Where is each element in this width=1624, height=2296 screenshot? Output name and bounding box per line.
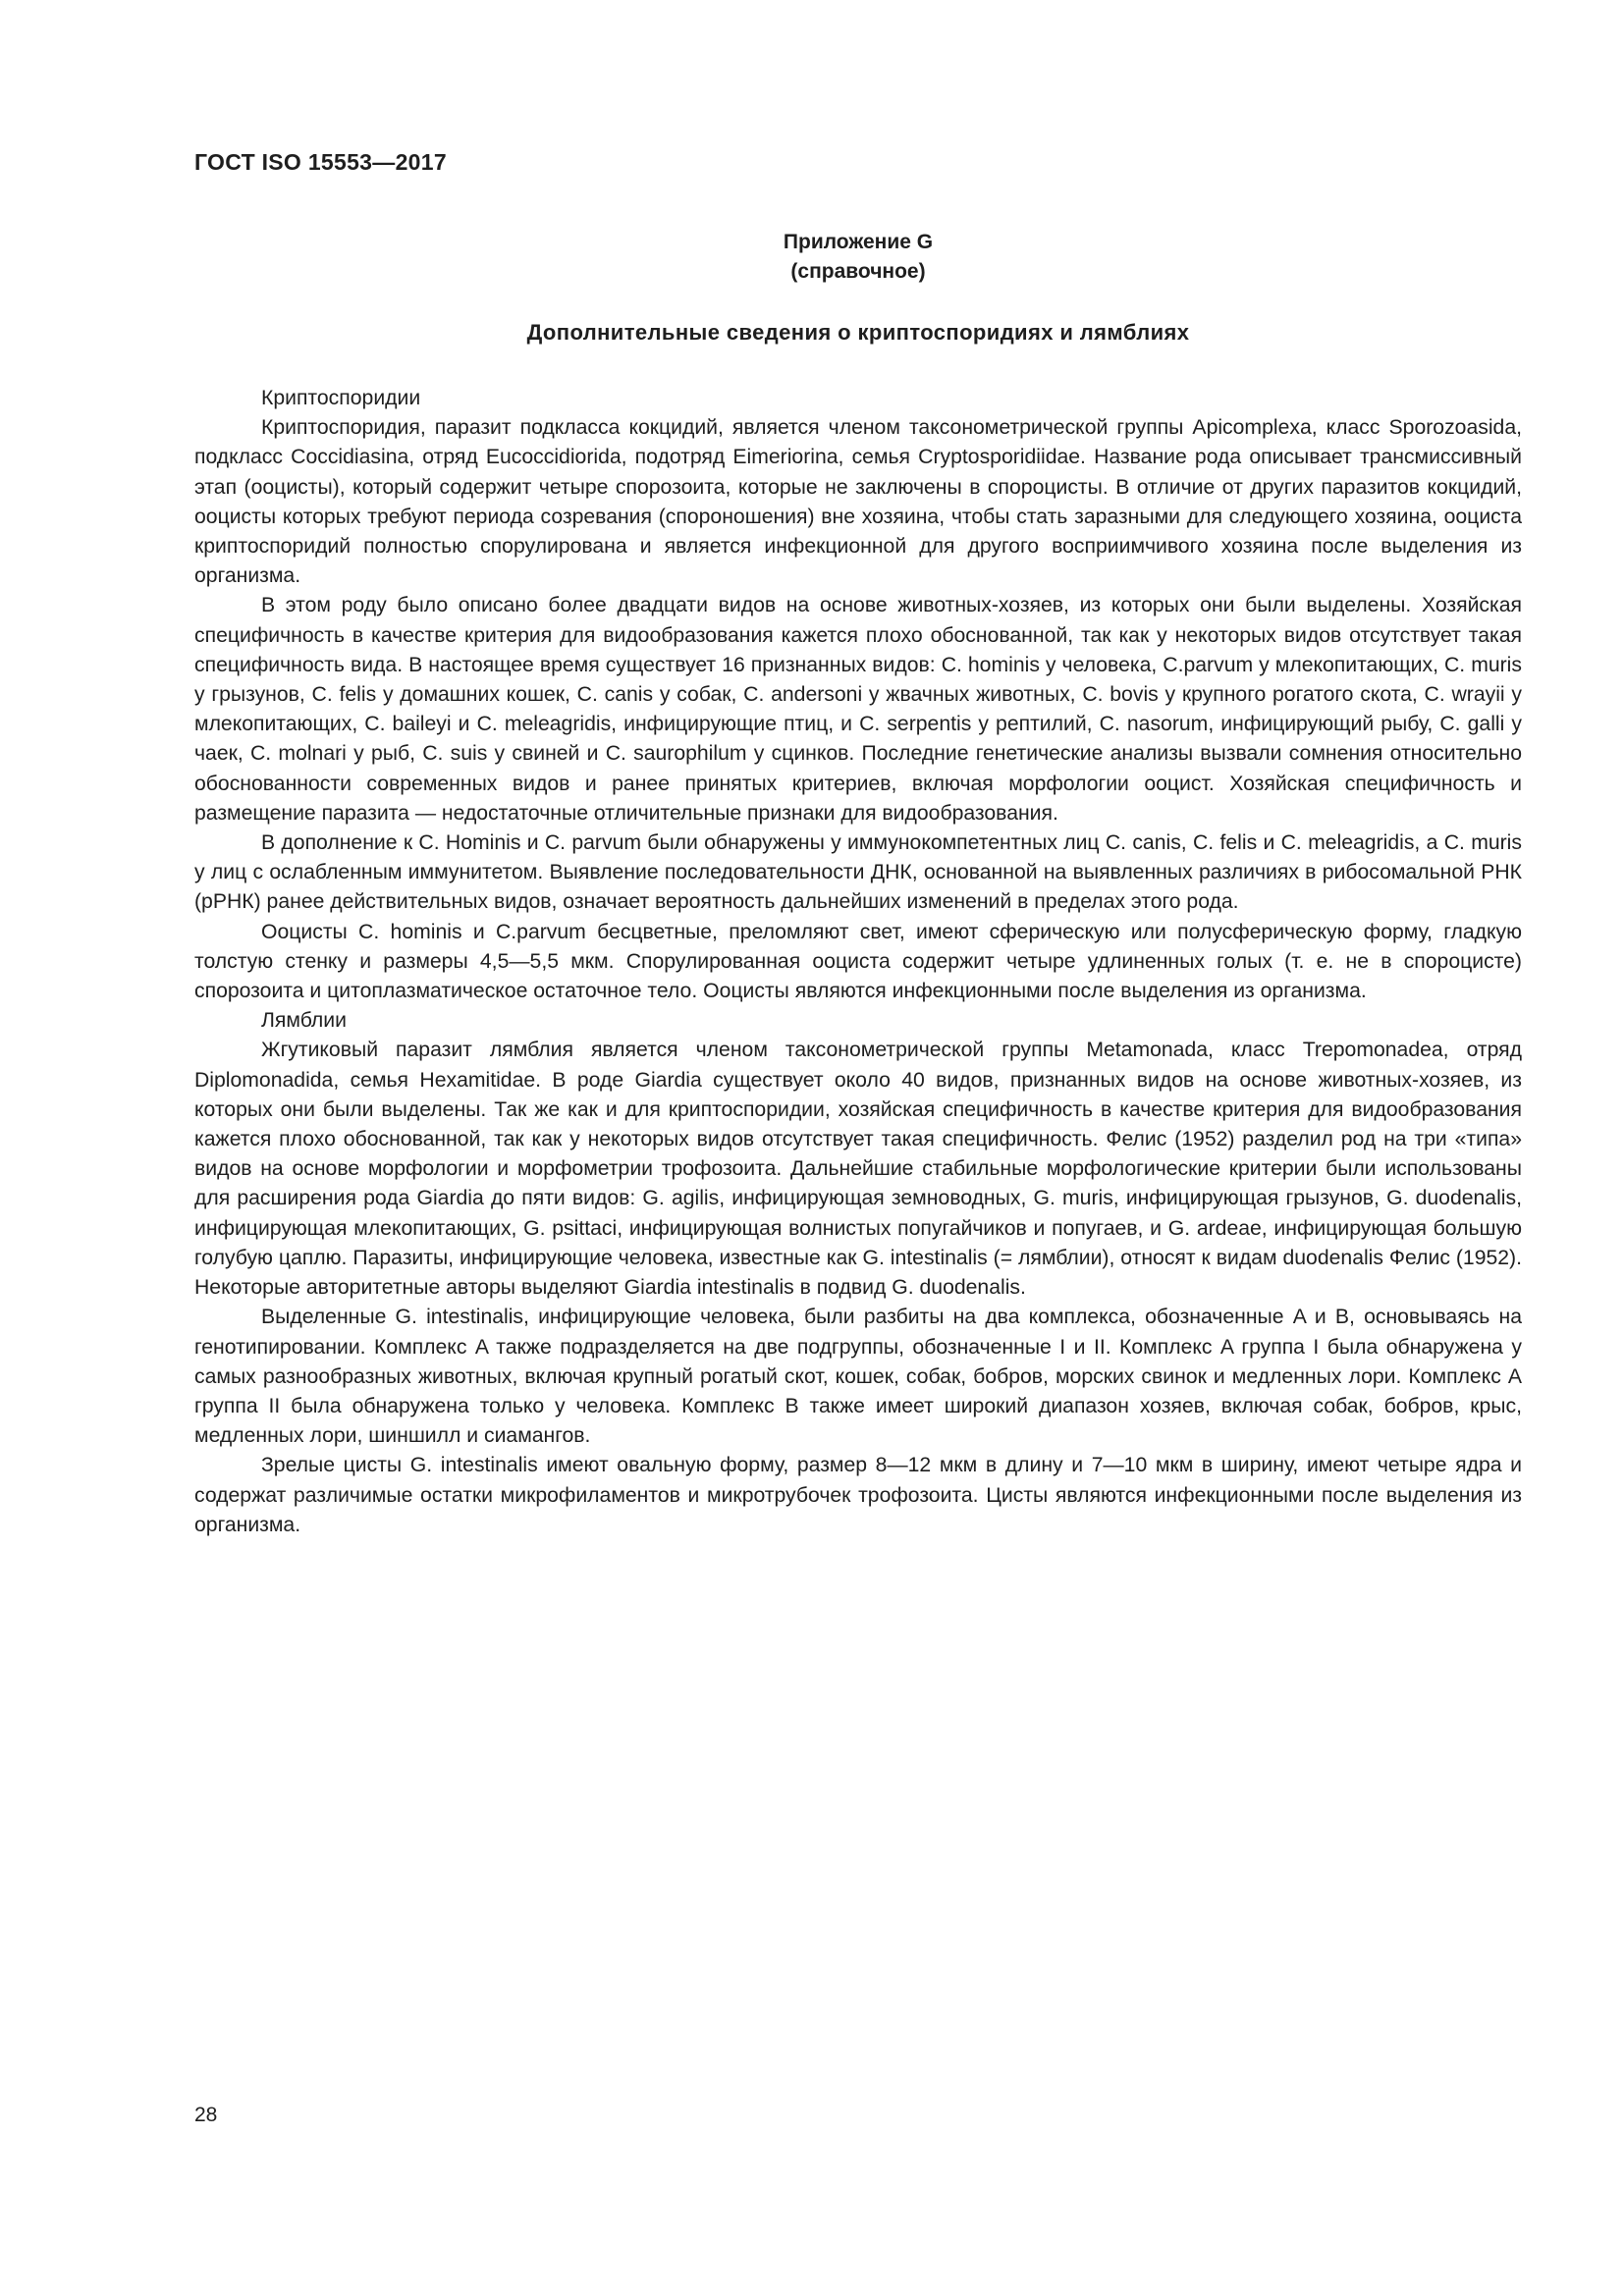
paragraph: Выделенные G. intestinalis, инфицирующие человека, были разбиты на два комплекса, обозначенные A и B, основываясь на генотипировании. Комплекс A также подразделяется на две подгруппы, обозначенные I и II. Комплекс A группа I была обнаружена у самых разнообразных животных, включая крупный рогатый скот, кошек, собак, бобров, морских свинок и медленных лори. Комплекс A группа II была обнаружена только у человека. Комплекс B также имеет широкий диапазон хозяев, включая собак, бобров, крыс, медленных лори, шиншилл и сиамангов. [194,1306,1522,1448]
paragraph: В этом роду было описано более двадцати видов на основе животных-хозяев, из которых они были выделены. Хозяйская специфичность в качестве критерия для видообразования кажется плохо обоснованной, так как у некоторых видов отсутствует такая специфичность вида. В настоящее время существует 16 признанных видов: C. hominis у человека, C.parvum у млекопитающих, C. muris у грызунов, C. felis у домашних кошек, C. canis у собак, C. andersoni у жвачных животных, C. bovis у крупного рогатого скота, C. wrayii у млекопитающих, C. baileyi и C. meleagridis, инфицирующие птиц, и C. serpentis у рептилий, C. nasorum, инфицирующий рыбу, C. galli у чаек, C. molnari у рыб, C. suis у свиней и C. saurophilum у сцинков. Последние генетические анализы вызвали сомнения относительно обоснованности современных видов и ранее принятых критериев, включая морфологии ооцист. Хозяйская специфичность и размещение паразита — недостаточные отличительные признаки для видообразования. [194,594,1522,825]
annex-heading [194,228,1522,287]
paragraph: Жгутиковый паразит лямблия является членом таксонометрической группы Metamonada, класс Trepomonadea, отряд Diplomonadida, семья Hexamitidae. В роде Giardia существует около 40 видов, признанных видов на основе животных-хозяев, из которых они были выделены. Так же как и для криптоспоридии, хозяйская специфичность в качестве критерия для видообразования кажется плохо обоснованной, так как у некоторых видов отсутствует такая специфичность. Фелис (1952) разделил род на три «типа» видов на основе морфологии и морфометрии трофозоита. Дальнейшие стабильные морфологические критерии были использованы для расширения рода Giardia до пяти видов: G. agilis, инфицирующая земноводных, G. muris, инфицирующая грызунов, G. duodenalis, инфицирующая млекопитающих, G. psittaci, инфицирующая волнистых попугайчиков и попугаев, и G. ardeae, инфицирующая большую голубую цаплю. Паразиты, инфицирующие человека, известные как G. intestinalis (= лямблии), относят к видам duodenalis Фелис (1952). Некоторые авторитетные авторы выделяют Giardia intestinalis в подвид G. duodenalis. [194,1039,1522,1300]
annex-title: Дополнительные сведения о криптоспоридиях и лямблиях [526,320,1190,345]
section-heading-cryptosporidium: Криптоспоридии [261,387,421,409]
section-heading-giardia: Лямблии [261,1009,347,1033]
paragraph: Ооцисты C. hominis и C.parvum бесцветные, преломляют свет, имеют сферическую или полусферическую форму, гладкую толстую стенку и размеры 4,5—5,5 мкм. Спорулированная ооциста содержит четыре удлиненных голых (т. е. не в спороцисте) спорозоита и цитоплазматическое остаточное тело. Ооцисты являются инфекционными после выделения из организма. [194,920,1522,1003]
page-number: 28 [194,2104,218,2126]
annex-label: Приложение G [783,231,934,253]
annex-type: (справочное) [790,260,926,283]
paragraph: Зрелые цисты G. intestinalis имеют овальную форму, размер 8—12 мкм в длину и 7—10 мкм в ширину, имеют четыре ядра и содержат различимые остатки микрофиламентов и микротрубочек трофозоита. Цисты являются инфекционными после выделения из организма. [194,1454,1522,1536]
document-header: ГОСТ ISO 15553—2017 [194,149,447,175]
paragraph: Криптоспоридия, паразит подкласса кокцидий, является членом таксонометрической группы Apicomplexa, класс Sporozoasida, подкласс Coccidiasina, отряд Eucoccidiorida, подотряд Eimeriorina, семья Cryptosporidiidae. Название рода описывает трансмиссивный этап (ооцисты), который содержит четыре спорозоита, которые не заключены в спороцисты. В отличие от других паразитов кокцидий, ооцисты которых требуют периода созревания (спороношения) вне хозяина, чтобы стать заразными для следующего хозяина, ооциста криптоспоридий полностью спорулирована и является инфекционной для другого восприимчивого хозяина после выделения из организма. [194,416,1522,588]
document-body [194,384,1522,1540]
paragraph: В дополнение к C. Hominis и C. parvum были обнаружены у иммунокомпетентных лиц C. canis, C. felis и C. meleagridis, а C. muris у лиц с ослабленным иммунитетом. Выявление последовательности ДНК, основанной на выявленных различиях в рибосомальной РНК (рРНК) ранее действительных видов, означает вероятность дальнейших изменений в пределах этого рода. [194,831,1522,914]
